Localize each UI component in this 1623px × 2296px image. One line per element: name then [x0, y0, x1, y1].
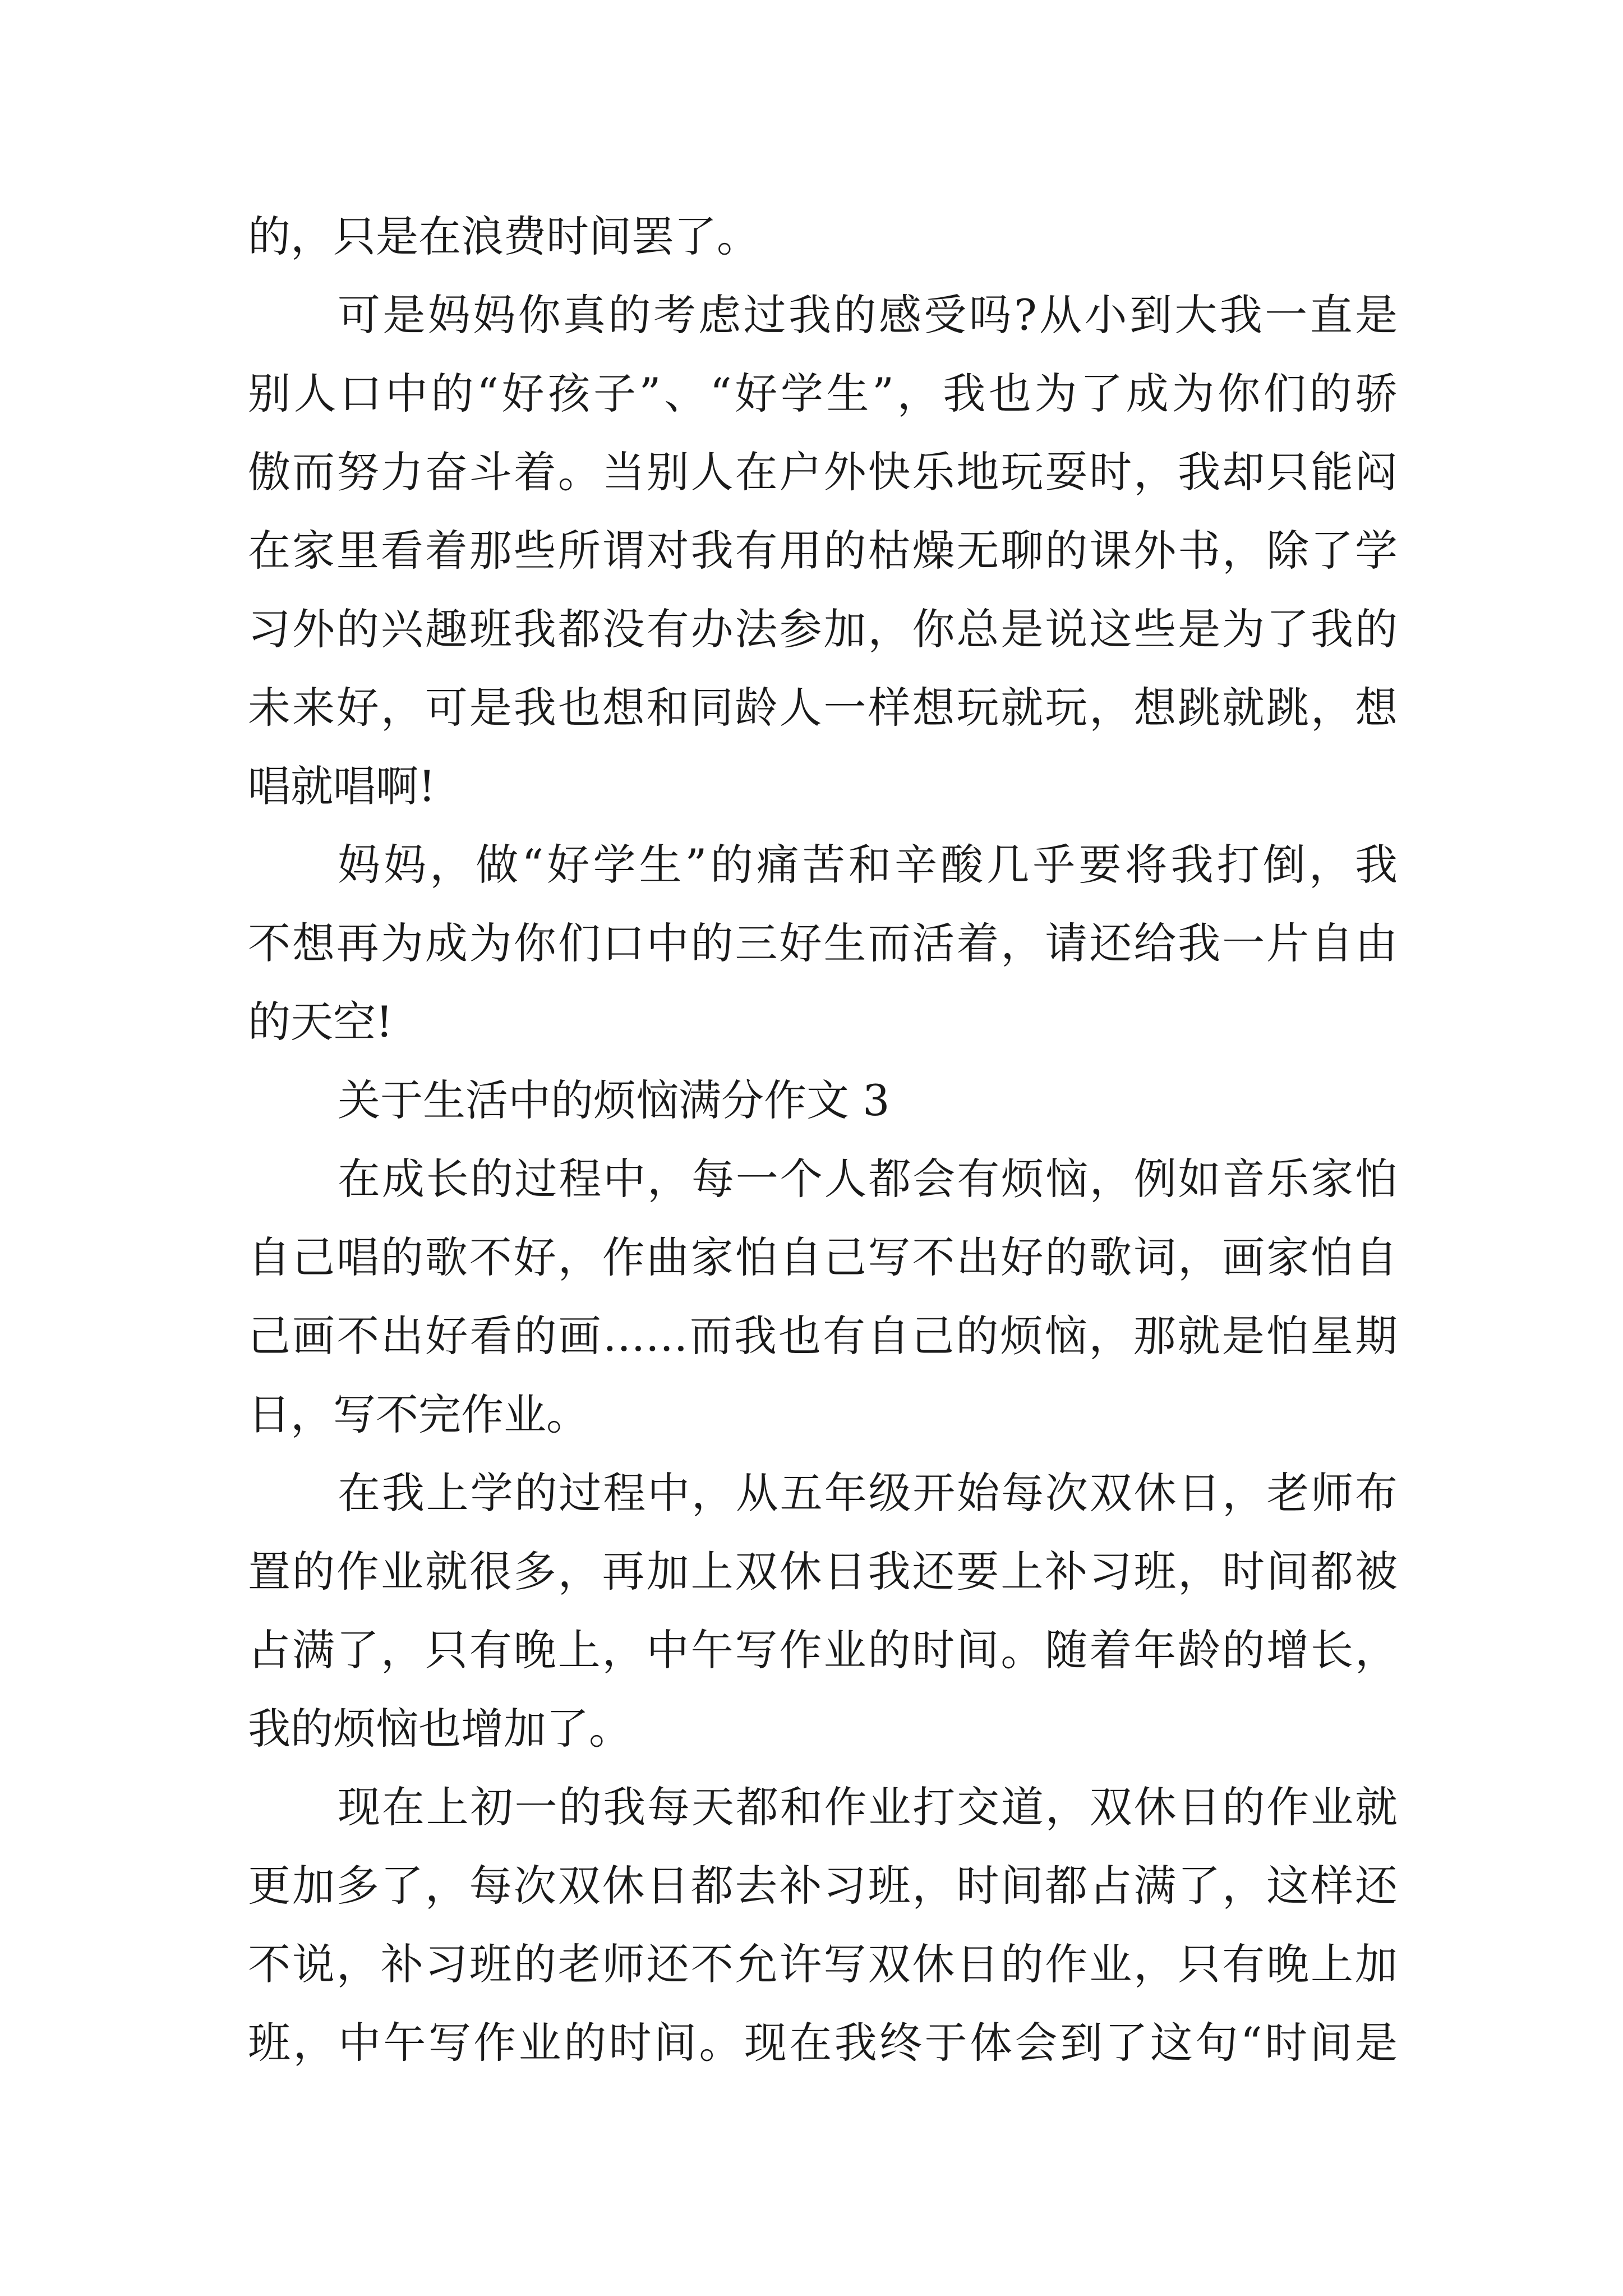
text-line: 未来好，可是我也想和同龄人一样想玩就玩，想跳就跳，想	[248, 683, 1398, 733]
text-line: 的，只是在浪费时间罢了。	[248, 211, 759, 261]
text-line: 可是妈妈你真的考虑过我的感受吗?从小到大我一直是	[338, 290, 1398, 340]
essay-body	[248, 197, 1398, 2082]
section-heading	[248, 1061, 1398, 1140]
text-line: 妈妈，做“好学生”的痛苦和辛酸几乎要将我打倒，我	[338, 840, 1398, 890]
text-line: 占满了，只有晚上，中午写作业的时间。随着年龄的增长，	[248, 1625, 1398, 1675]
text-line: 更加多了，每次双休日都去补习班，时间都占满了，这样还	[248, 1861, 1398, 1911]
text-line: 现在上初一的我每天都和作业打交道，双休日的作业就	[338, 1782, 1398, 1832]
text-line: 别人口中的“好孩子”、“好学生”，我也为了成为你们的骄	[248, 369, 1398, 418]
paragraph-continuation	[248, 197, 1398, 276]
text-line: 在我上学的过程中，从五年级开始每次双休日，老师布	[338, 1468, 1398, 1518]
paragraph	[248, 1140, 1398, 1454]
heading-text: 关于生活中的烦恼满分作文 3	[338, 1075, 890, 1125]
text-line: 自己唱的歌不好，作曲家怕自己写不出好的歌词，画家怕自	[248, 1232, 1398, 1282]
paragraph	[248, 1454, 1398, 1768]
text-line: 日，写不完作业。	[248, 1389, 589, 1439]
text-line: 习外的兴趣班我都没有办法参加，你总是说这些是为了我的	[248, 604, 1398, 654]
text-line: 的天空!	[248, 997, 393, 1047]
paragraph	[248, 276, 1398, 826]
text-line: 班，中午写作业的时间。现在我终于体会到了这句“时间是	[248, 2018, 1398, 2068]
text-line: 置的作业就很多，再加上双休日我还要上补习班，时间都被	[248, 1547, 1398, 1596]
paragraph	[248, 1768, 1398, 2082]
text-line: 唱就唱啊!	[248, 761, 436, 811]
text-line: 不说，补习班的老师还不允许写双休日的作业，只有晚上加	[248, 1939, 1398, 1989]
text-line: 在家里看着那些所谓对我有用的枯燥无聊的课外书，除了学	[248, 526, 1398, 576]
text-line: 己画不出好看的画……而我也有自己的烦恼，那就是怕星期	[248, 1311, 1398, 1361]
paragraph	[248, 826, 1398, 1061]
text-line: 不想再为成为你们口中的三好生而活着，请还给我一片自由	[248, 918, 1398, 968]
text-line: 傲而努力奋斗着。当别人在户外快乐地玩耍时，我却只能闷	[248, 447, 1398, 497]
text-line: 在成长的过程中，每一个人都会有烦恼，例如音乐家怕	[338, 1154, 1398, 1204]
text-line: 我的烦恼也增加了。	[248, 1704, 631, 1754]
